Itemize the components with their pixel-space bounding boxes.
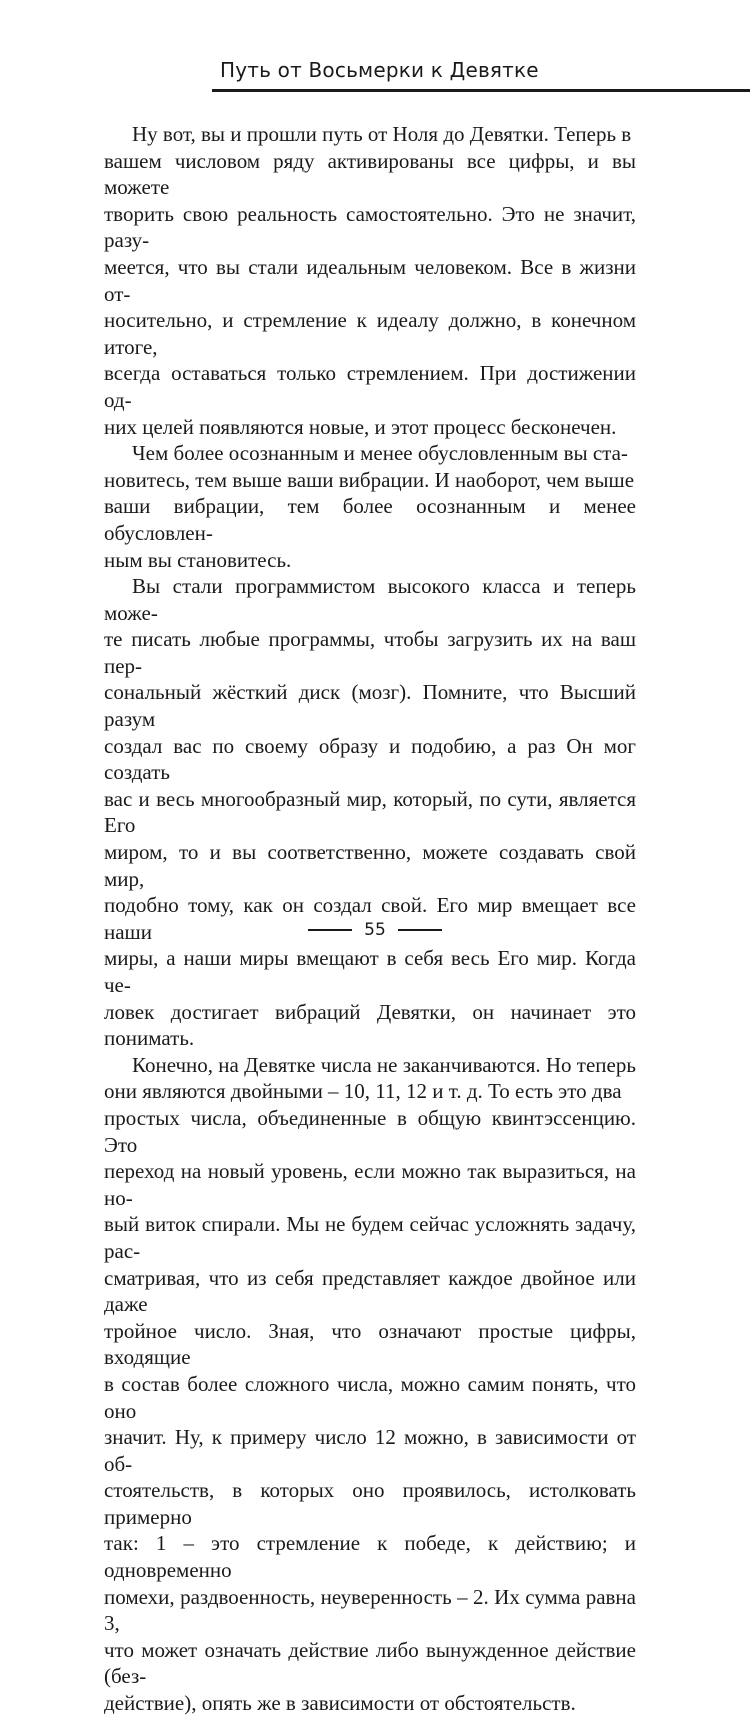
footer-rule-left	[308, 929, 352, 931]
running-head-title: Путь от Восьмерки к Девятке	[220, 58, 539, 82]
page-number: 55	[364, 920, 386, 940]
paragraph-2: Чем более осознанным и менее обусловленным вы ста- новитесь, тем выше ваши вибрации. И наоборот, чем выше ваши вибрации, тем более осознанным и менее обусловлен- ным вы становитесь.	[104, 441, 636, 572]
paragraph-1: Ну вот, вы и прошли путь от Ноля до Девятки. Теперь в вашем числовом ряду активированы все цифры, и вы можете творить свою реальность самостоятельно. Это не значит, разу- меется, что вы стали идеальным человеком. Все в жизни от- носительно, и стремление к идеалу должно, в конечном итоге, всегда оставаться только стремлением. При достижении од- них целей появляются новые, и этот процесс бесконечен.	[104, 122, 636, 439]
body-text	[104, 121, 636, 1717]
footer-rule-right	[398, 929, 442, 931]
paragraph-4: Конечно, на Девятке числа не заканчиваются. Но теперь они являются двойными – 10, 11, 12 и т. д. То есть это два простых числа, объединенные в общую квинтэссенцию. Это переход на новый уровень, если можно так выразиться, на но- вый виток спирали. Мы не будем сейчас усложнять задачу, рас- сматривая, что из себя представляет каждое двойное или даже тройное число. Зная, что означают простые цифры, входящие в состав более сложного числа, можно самим понять, что оно значит. Ну, к примеру число 12 можно, в зависимости от об- стоятельств, в которых оно проявилось, истолковать примерно так: 1 – это стремление к победе, к действию; и одновременно помехи, раздвоенность, неуверенность – 2. Их сумма равна 3, что может означать действие либо вынужденное действие (без- действие), опять же в зависимости от обстоятельств.	[104, 1052, 636, 1716]
header-rule	[212, 89, 750, 92]
paragraph-3: Вы стали программистом высокого класса и теперь може- те писать любые программы, чтобы загрузить их на ваш пер- сональный жёсткий диск (мозг). Помните, что Высший разум создал вас по своему образу и подобию, а раз Он мог создать вас и весь многообразный мир, который, по сути, является Его миром, то и вы соответственно, можете создавать свой мир, подобно тому, как он создал свой. Его мир вмещает все наши миры, а наши миры вмещают в себя весь Его мир. Когда че- ловек достигает вибраций Девятки, он начинает это понимать.	[104, 574, 636, 1051]
page-footer	[0, 920, 750, 940]
